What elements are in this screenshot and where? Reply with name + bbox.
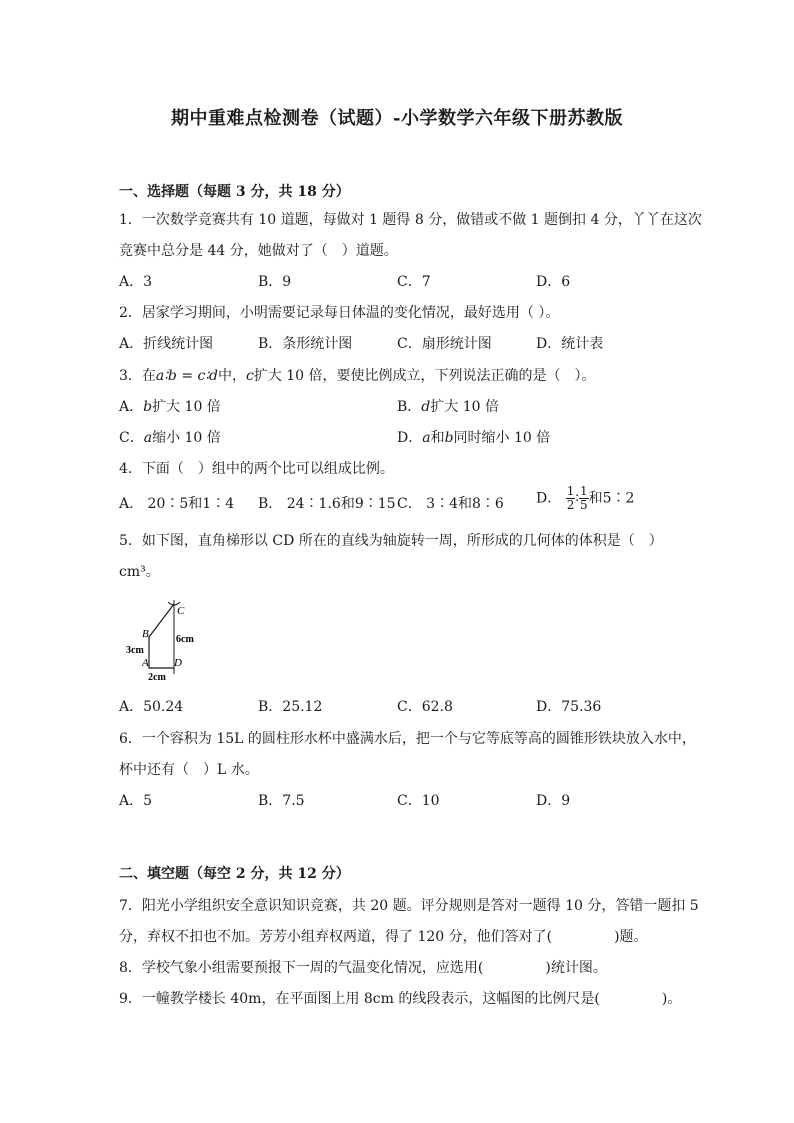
dim-right: 6cm — [176, 634, 194, 645]
q5-option-d: D．75.36 — [536, 699, 602, 715]
q4-fraction2-den: 5 — [579, 498, 588, 512]
label-a: A — [142, 657, 149, 669]
q6-option-d: D．9 — [536, 793, 571, 809]
q6-option-a: A．5 — [119, 793, 153, 809]
q4-option-d-rest: 和5∶2 — [588, 490, 635, 507]
q2-text: 2．居家学习期间，小明需要记录每日体温的变化情况，最好选用（ ）。 — [119, 305, 560, 321]
q9-text-end: )。 — [661, 991, 682, 1007]
q3-mid: 中， — [217, 368, 246, 384]
label-d: D — [174, 657, 182, 669]
q1-option-b: B．9 — [258, 274, 292, 290]
q3-option-c-var: a — [143, 430, 153, 446]
q2-option-c: C．扇形统计图 — [397, 336, 492, 352]
q3-option-a-text: 扩大 10 倍 — [152, 399, 221, 415]
q8-text-end: )统计图。 — [545, 960, 607, 976]
q3-option-b-label: B． — [397, 399, 422, 415]
q5-text-line2: cm³。 — [119, 564, 160, 580]
q3-option-d-var2: b — [444, 430, 454, 446]
q2-option-b: B．条形统计图 — [258, 336, 353, 352]
q3-var: c — [245, 368, 254, 384]
q4-option-d-fraction2 — [579, 485, 589, 512]
q5-option-a: A．50.24 — [119, 699, 184, 715]
dim-bottom: 2cm — [148, 672, 166, 683]
q5-option-c: C．62.8 — [397, 699, 453, 715]
q6-text-line2: 杯中还有（ ）L 水。 — [119, 762, 259, 778]
page-title: 期中重难点检测卷（试题）-小学数学六年级下册苏教版 — [171, 108, 623, 129]
q3-option-d-label: D． — [397, 430, 423, 446]
q1-option-c: C．7 — [397, 274, 431, 290]
q7-text-line2-end: )题。 — [614, 929, 648, 945]
q3-option-a — [119, 396, 221, 416]
dim-left: 3cm — [126, 645, 144, 656]
q4-option-b: B． 24∶1.6和9∶15 — [258, 496, 396, 512]
q8-text-start: 8．学校气象小组需要预报下一周的气温变化情况，应选用( — [119, 960, 484, 976]
q7-text-line1: 7．阳光小学组织安全意识知识竞赛，共 20 题。评分规则是答对一题得 10 分，答错一题扣 5 — [119, 898, 699, 914]
q5-text-line1: 5．如下图，直角梯形以 CD 所在的直线为轴旋转一周，所形成的几何体的体积是（ ） — [119, 533, 663, 549]
q8-text — [119, 957, 607, 977]
q4-option-d-fraction1 — [566, 485, 576, 512]
q6-option-c: C．10 — [397, 793, 440, 809]
q4-fraction1-num: 1 — [566, 484, 575, 498]
q3-option-a-label: A． — [119, 399, 144, 415]
q3-option-b-var: d — [421, 399, 431, 415]
q1-option-a: A．3 — [119, 274, 153, 290]
q9-text-start: 9．一幢教学楼长 40m，在平面图上用 8cm 的线段表示，这幅图的比例尺是( — [119, 991, 600, 1007]
q5-option-b: B．25.12 — [258, 699, 323, 715]
q4-option-c: C． 3∶4和8∶6 — [397, 496, 504, 512]
q4-fraction2-num: 1 — [579, 484, 588, 498]
q7-text-line2-start: 分，弃权不扣也不加。芳芳小组弃权两道，得了 120 分，他们答对了( — [119, 929, 553, 945]
q4-option-d-label: D． — [536, 490, 562, 507]
q3-option-c-text: 缩小 10 倍 — [152, 430, 221, 446]
q1-option-d: D．6 — [536, 274, 571, 290]
q4-option-d-colon: ∶ — [575, 490, 579, 507]
q4-option-a: A． 20∶5和1∶4 — [119, 496, 235, 512]
q3-option-d — [397, 427, 550, 447]
q3-prefix: 3．在 — [119, 368, 156, 384]
q7-text-line2 — [119, 926, 648, 946]
q3-option-d-and: 和 — [430, 430, 445, 446]
q3-option-a-var: b — [143, 399, 153, 415]
q9-text — [119, 988, 681, 1008]
label-c: C — [177, 605, 185, 617]
q3-option-b — [397, 396, 499, 416]
q3-option-d-text: 同时缩小 10 倍 — [453, 430, 551, 446]
q5-trapezoid-figure — [124, 592, 214, 684]
q3-text — [119, 365, 596, 385]
q3-option-c — [119, 427, 221, 447]
section-heading-fill: 二、填空题（每空 2 分，共 12 分） — [119, 866, 350, 882]
trapezoid-outline — [149, 604, 174, 668]
q3-option-d-var1: a — [422, 430, 431, 446]
q3-option-b-text: 扩大 10 倍 — [430, 399, 499, 415]
q3-suffix: 扩大 10 倍，要使比例成立，下列说法正确的是（ ）。 — [253, 368, 596, 384]
q4-text: 4．下面（ ）组中的两个比可以组成比例。 — [119, 461, 394, 477]
q3-math: a∶b = c∶d — [155, 368, 218, 384]
q4-fraction1-den: 2 — [566, 498, 575, 512]
q3-option-c-label: C． — [119, 430, 144, 446]
q6-text-line1: 6．一个容积为 15L 的圆柱形水杯中盛满水后，把一个与它等底等高的圆锥形铁块放入水中， — [119, 731, 696, 747]
q2-option-d: D．统计表 — [536, 336, 604, 352]
q4-option-d — [536, 485, 634, 512]
q6-option-b: B．7.5 — [258, 793, 305, 809]
section-heading-choice: 一、选择题（每题 3 分，共 18 分） — [119, 184, 350, 200]
q2-option-a: A．折线统计图 — [119, 336, 214, 352]
q1-text-line1: 1．一次数学竞赛共有 10 道题，每做对 1 题得 8 分，做错或不做 1 题倒扣 4 分，丫丫在这次 — [119, 212, 702, 228]
q1-text-line2: 竞赛中总分是 44 分，她做对了（ ）道题。 — [119, 243, 398, 259]
label-b: B — [142, 628, 149, 640]
